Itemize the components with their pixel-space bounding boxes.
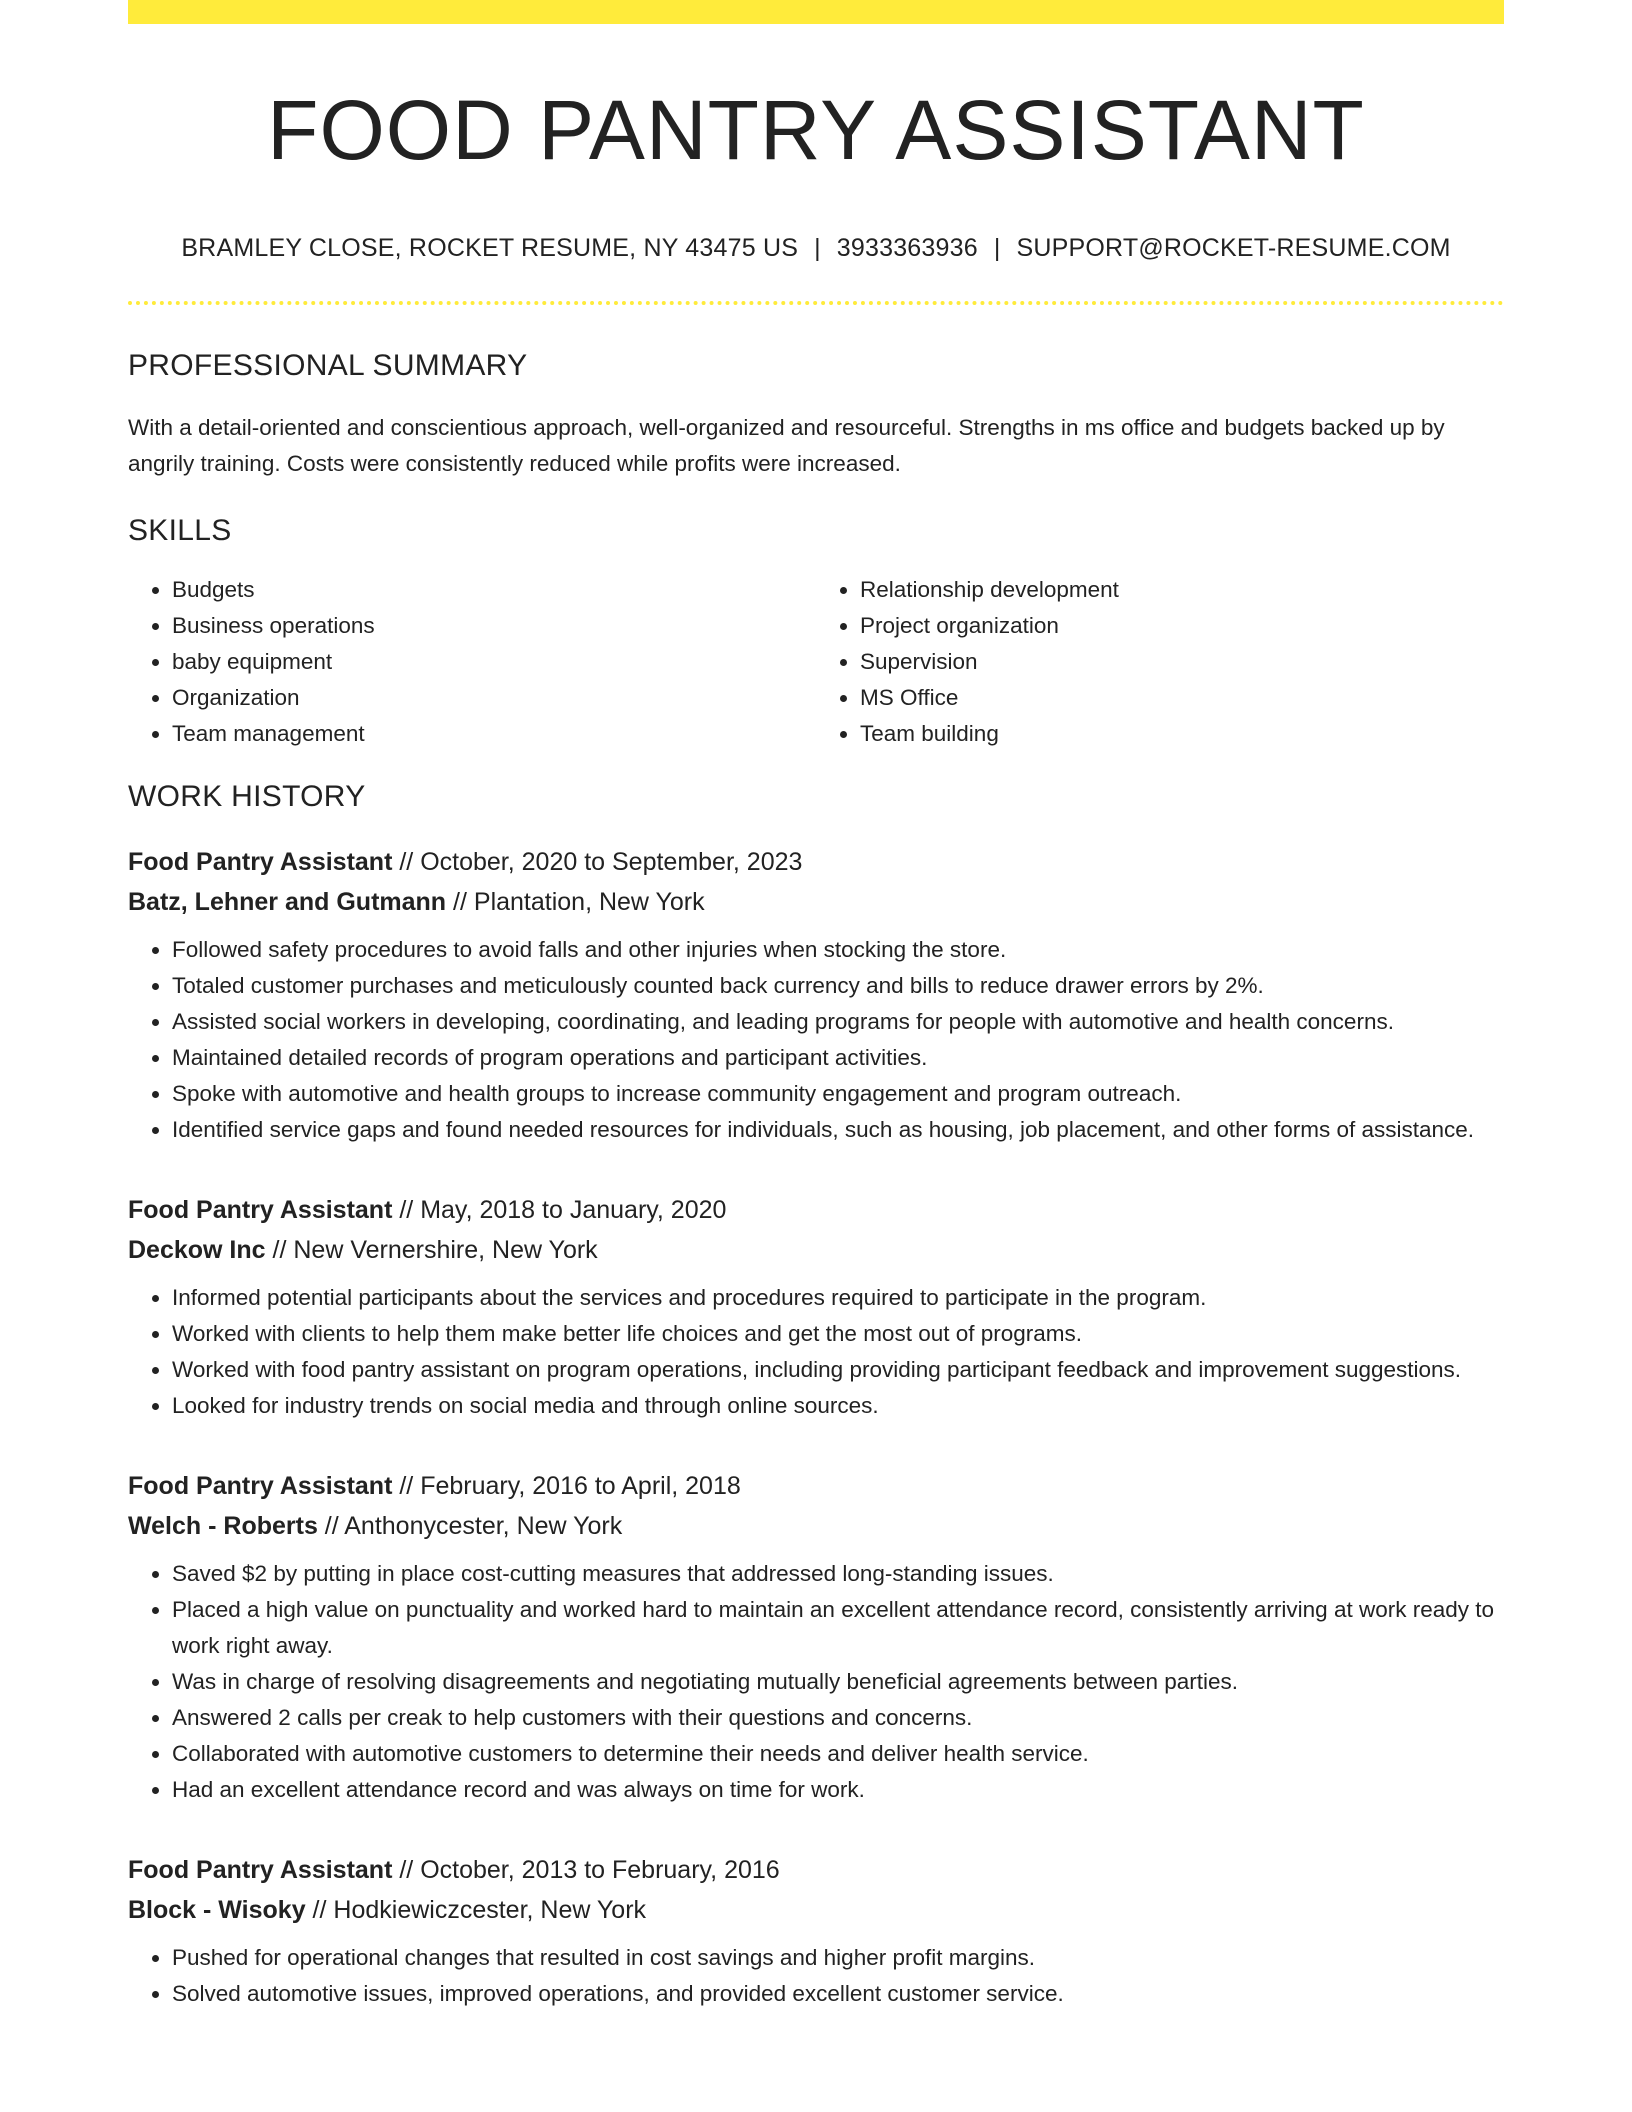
job-separator: // (317, 1512, 345, 1541)
skill-item: • Budgets (172, 572, 816, 608)
job-title: Food Pantry Assistant (128, 848, 393, 877)
job-company: Batz, Lehner and Gutmann (128, 888, 447, 917)
job-bullets (128, 1556, 1504, 1808)
skills-column-left (128, 572, 816, 752)
contact-email: SUPPORT@ROCKET-RESUME.COM (1016, 234, 1451, 263)
skill-item: • Supervision (860, 644, 1504, 680)
job-company: Block - Wisoky (128, 1896, 306, 1925)
job-entry (128, 842, 1504, 1148)
job-separator: // (446, 888, 474, 917)
work-history-heading: WORK HISTORY (128, 780, 366, 814)
skills-column-right (816, 572, 1504, 752)
job-bullet: • Collaborated with automotive customers to determine their needs and deliver health service. (172, 1736, 1504, 1772)
job-separator: // (392, 848, 421, 877)
job-dates: February, 2016 to April, 2018 (420, 1472, 741, 1501)
job-bullets (128, 932, 1504, 1148)
job-title: Food Pantry Assistant (128, 1196, 393, 1225)
skill-item: • Relationship development (860, 572, 1504, 608)
job-bullet: • Followed safety procedures to avoid falls and other injuries when stocking the store. (172, 932, 1504, 968)
job-bullet: • Worked with food pantry assistant on program operations, including providing participant feedback and improvement suggestions. (172, 1352, 1504, 1388)
job-bullet: • Looked for industry trends on social media and through online sources. (172, 1388, 1504, 1424)
job-title-line (128, 1850, 1504, 1890)
job-separator: // (392, 1472, 421, 1501)
job-bullet: • Spoke with automotive and health groups to increase community engagement and program outreach. (172, 1076, 1504, 1112)
job-bullet: • Identified service gaps and found needed resources for individuals, such as housing, job placement, and other forms of assistance. (172, 1112, 1504, 1148)
job-separator: // (265, 1236, 294, 1265)
job-title-line (128, 1466, 1504, 1506)
skill-item: • Team management (172, 716, 816, 752)
job-company: Welch - Roberts (128, 1512, 318, 1541)
skill-item: • Organization (172, 680, 816, 716)
job-bullet: • Answered 2 calls per creak to help customers with their questions and concerns. (172, 1700, 1504, 1736)
job-company-line (128, 1506, 1504, 1546)
skill-item: • MS Office (860, 680, 1504, 716)
job-title-line (128, 842, 1504, 882)
job-location: Hodkiewiczcester, New York (333, 1896, 647, 1925)
skill-item: • Project organization (860, 608, 1504, 644)
job-bullets (128, 1940, 1504, 2012)
job-bullet: • Worked with clients to help them make better life choices and get the most out of programs. (172, 1316, 1504, 1352)
job-company: Deckow Inc (128, 1236, 266, 1265)
job-entry (128, 1466, 1504, 1808)
job-title-line (128, 1190, 1504, 1230)
contact-separator: | (993, 234, 1001, 263)
summary-text: With a detail-oriented and conscientious approach, well-organized and resourceful. Strengths in ms office and budgets backed up by angrily training. Costs were consistently reduced while profits were increased. (128, 415, 1445, 477)
skill-item: • Business operations (172, 608, 816, 644)
skill-item: • baby equipment (172, 644, 816, 680)
job-company-line (128, 882, 1504, 922)
skills-heading: SKILLS (128, 514, 232, 548)
job-separator: // (392, 1196, 421, 1225)
contact-separator: | (814, 234, 821, 263)
job-dates: October, 2013 to February, 2016 (420, 1856, 780, 1885)
job-location: Anthonycester, New York (344, 1512, 623, 1541)
job-dates: October, 2020 to September, 2023 (420, 848, 803, 877)
contact-line (128, 234, 1504, 263)
job-company-line (128, 1230, 1504, 1270)
contact-address: BRAMLEY CLOSE, ROCKET RESUME, NY 43475 US (181, 234, 799, 263)
job-company-line (128, 1890, 1504, 1930)
job-location: Plantation, New York (473, 888, 705, 917)
job-location: New Vernershire, New York (293, 1236, 598, 1265)
job-bullet: • Saved $2 by putting in place cost-cutting measures that addressed long-standing issues. (172, 1556, 1504, 1592)
job-bullet: • Maintained detailed records of program operations and participant activities. (172, 1040, 1504, 1076)
job-entry (128, 1850, 1504, 2012)
job-dates: May, 2018 to January, 2020 (420, 1196, 727, 1225)
job-bullet: • Pushed for operational changes that resulted in cost savings and higher profit margins. (172, 1940, 1504, 1976)
job-bullet: • Was in charge of resolving disagreements and negotiating mutually beneficial agreements between parties. (172, 1664, 1504, 1700)
job-bullet: • Solved automotive issues, improved operations, and provided excellent customer service. (172, 1976, 1504, 2012)
top-accent-bar (128, 0, 1504, 24)
job-entry (128, 1190, 1504, 1424)
job-bullet: • Placed a high value on punctuality and worked hard to maintain an excellent attendance record, consistently arriving at work ready to work right away. (172, 1592, 1504, 1664)
dotted-divider (128, 301, 1504, 305)
job-title: Food Pantry Assistant (128, 1472, 393, 1501)
job-bullet: • Had an excellent attendance record and was always on time for work. (172, 1772, 1504, 1808)
resume-page (128, 0, 1504, 2012)
job-bullet: • Assisted social workers in developing, coordinating, and leading programs for people with automotive and health concerns. (172, 1004, 1504, 1040)
job-separator: // (305, 1896, 334, 1925)
job-title: Food Pantry Assistant (128, 1856, 393, 1885)
skill-item: • Team building (860, 716, 1504, 752)
job-bullets (128, 1280, 1504, 1424)
skills-list (128, 572, 1504, 752)
contact-phone: 3933363936 (836, 234, 978, 263)
page-title: FOOD PANTRY ASSISTANT (267, 83, 1365, 177)
job-separator: // (392, 1856, 421, 1885)
job-bullet: • Informed potential participants about the services and procedures required to participate in the program. (172, 1280, 1504, 1316)
summary-heading: PROFESSIONAL SUMMARY (128, 349, 528, 383)
job-bullet: • Totaled customer purchases and meticulously counted back currency and bills to reduce drawer errors by 2%. (172, 968, 1504, 1004)
